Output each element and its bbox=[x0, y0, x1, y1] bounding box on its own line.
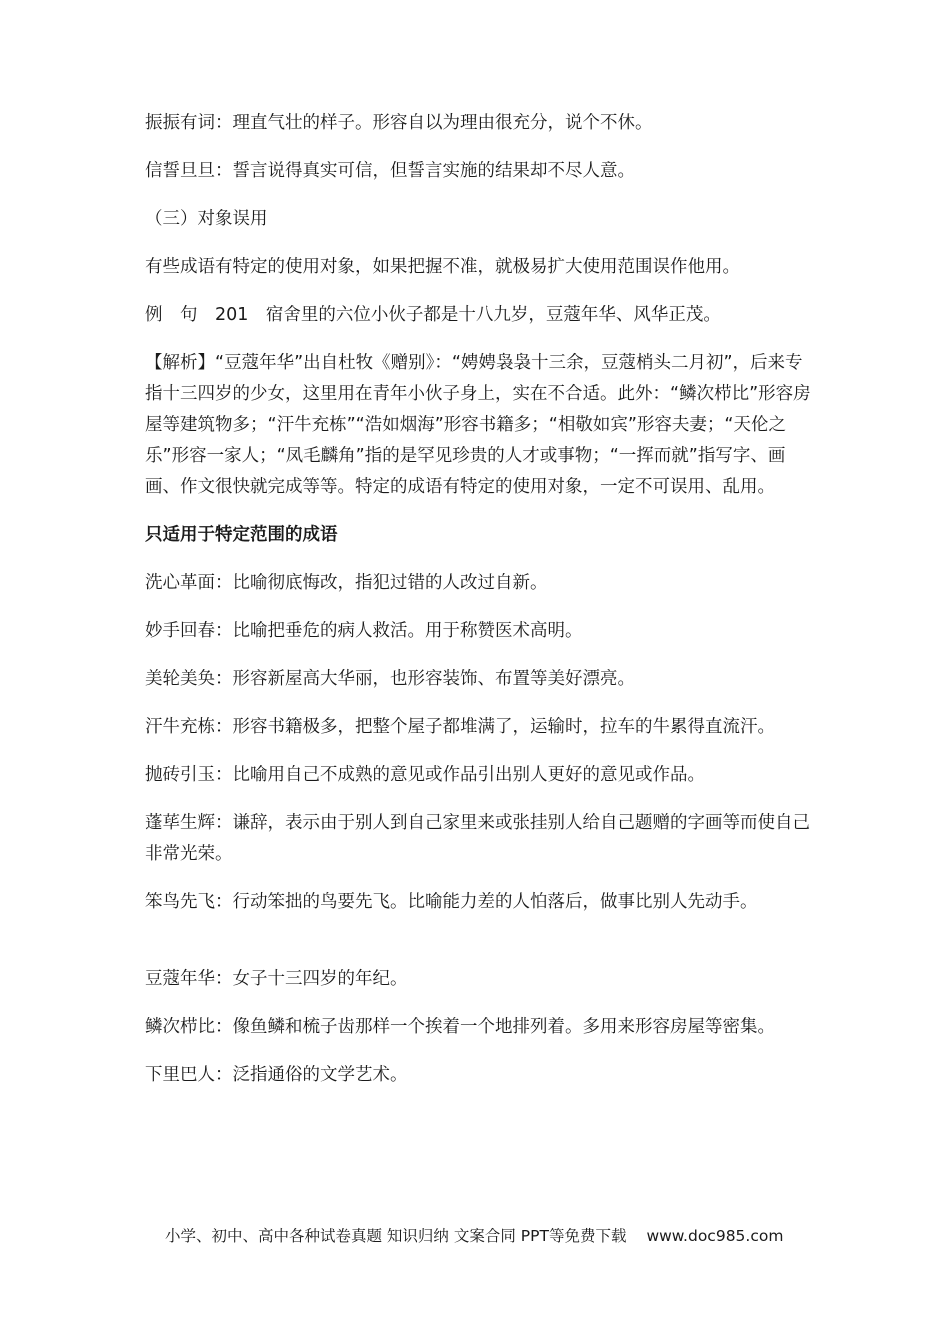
document-body bbox=[145, 108, 817, 1108]
idiom-item: 蓬荜生辉：谦辞，表示由于别人到自己家里来或张挂别人给自己题赠的字画等而使自己非常光荣。 bbox=[145, 813, 810, 864]
footer-url[interactable]: www.doc985.com bbox=[646, 1227, 784, 1245]
idiom-item: 抛砖引玉：比喻用自己不成熟的意见或作品引出别人更好的意见或作品。 bbox=[145, 765, 705, 785]
subheading-object-misuse: （三）对象误用 bbox=[145, 209, 268, 229]
idiom-item: 鳞次栉比：像鱼鳞和梳子齿那样一个挨着一个地排列着。多用来形容房屋等密集。 bbox=[145, 1017, 775, 1037]
paragraph-intro: 有些成语有特定的使用对象，如果把握不准，就极易扩大使用范围误作他用。 bbox=[145, 257, 740, 277]
idiom-item: 洗心革面：比喻彻底悔改，指犯过错的人改过自新。 bbox=[145, 573, 548, 593]
idiom-item: 汗牛充栋：形容书籍极多，把整个屋子都堆满了，运输时，拉车的牛累得直流汗。 bbox=[145, 717, 775, 737]
idiom-item: 美轮美奂：形容新屋高大华丽，也形容装饰、布置等美好漂亮。 bbox=[145, 669, 635, 689]
idiom-item: 豆蔻年华：女子十三四岁的年纪。 bbox=[145, 969, 408, 989]
paragraph-zhenzhen: 振振有词：理直气壮的样子。形容自以为理由很充分，说个不休。 bbox=[145, 113, 653, 133]
page-footer bbox=[165, 1224, 805, 1248]
paragraph-example: 例 句 201 宿舍里的六位小伙子都是十八九岁，豆蔻年华、风华正茂。 bbox=[145, 305, 721, 325]
spacer bbox=[145, 935, 817, 964]
idiom-item: 下里巴人：泛指通俗的文学艺术。 bbox=[145, 1065, 408, 1085]
idiom-item: 妙手回春：比喻把垂危的病人救活。用于称赞医术高明。 bbox=[145, 621, 583, 641]
idiom-item: 笨鸟先飞：行动笨拙的鸟要先飞。比喻能力差的人怕落后，做事比别人先动手。 bbox=[145, 892, 758, 912]
footer-text: 小学、初中、高中各种试卷真题 知识归纳 文案合同 PPT等免费下载 bbox=[165, 1227, 627, 1245]
paragraph-analysis: 【解析】“豆蔻年华”出自杜牧《赠别》：“娉娉袅袅十三余，豆蔻梢头二月初”，后来专指十三四岁的少女，这里用在青年小伙子身上，实在不合适。此外：“鳞次栉比”形容房屋等建筑物多；“汗牛充栋”“浩如烟海”形容书籍多；“相敬如宾”形容夫妻；“天伦之乐”形容一家人；“凤毛麟角”指的是罕见珍贵的人才或事物；“一挥而就”指写字、画画、作文很快就完成等等。特定的成语有特定的使用对象，一定不可误用、乱用。 bbox=[145, 353, 811, 497]
paragraph-xinshi: 信誓旦旦：誓言说得真实可信，但誓言实施的结果却不尽人意。 bbox=[145, 161, 635, 181]
section-heading: 只适用于特定范围的成语 bbox=[145, 525, 338, 545]
